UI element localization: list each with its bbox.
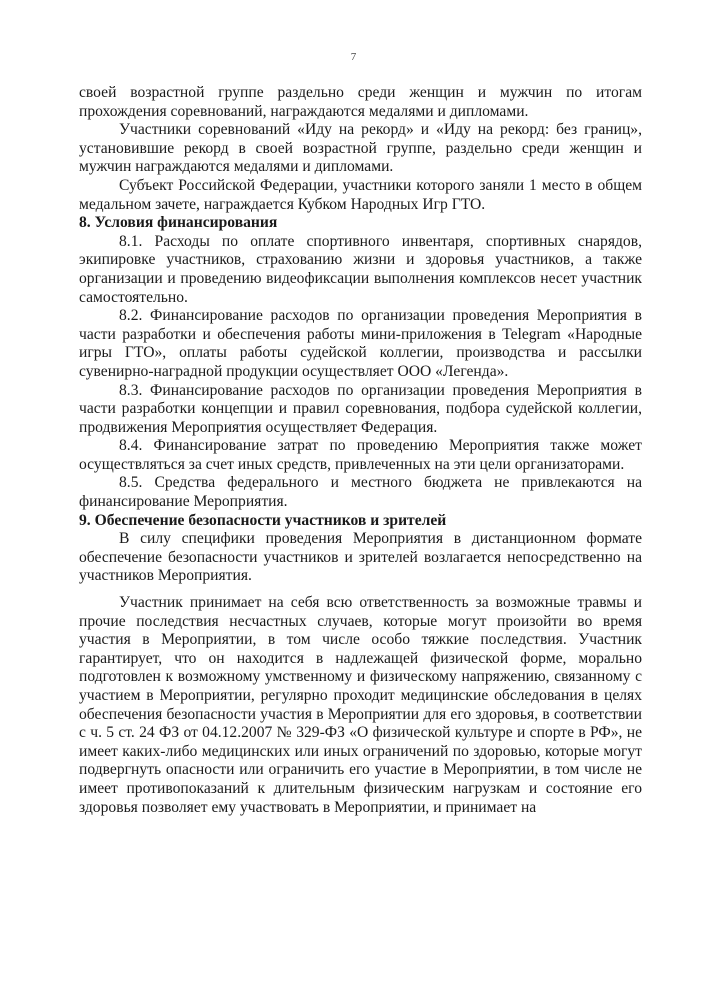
intro-paragraph-3: Субъект Российской Федерации, участники которого заняли 1 место в общем медальном зачете, награждается Кубком Народных Игр ГТО. [79,176,642,213]
section-8-clause-1: 8.1. Расходы по оплате спортивного инвентаря, спортивных снарядов, экипировке участников, страхованию жизни и здоровья участников, а также организации и проведению видеофиксации выполнения комплексов несет участник самостоятельно. [79,232,642,306]
section-9-heading: 9. Обеспечение безопасности участников и зрителей [79,511,447,529]
section-9-paragraph-1: В силу специфики проведения Мероприятия в дистанционном формате обеспечение безопасности участников и зрителей возлагается непосредственно на участников Мероприятия. [79,530,642,585]
intro-paragraph-2: Участники соревнований «Иду на рекорд» и «Иду на рекорд: без границ», установившие рекорд в своей возрастной группе, раздельно среди женщин и мужчин награждаются медалями и дипломами. [79,121,642,176]
document-body [79,84,642,817]
section-8-clause-5: 8.5. Средства федерального и местного бюджета не привлекаются на финансирование Мероприятия. [79,474,642,511]
page-number: 7 [350,51,357,63]
section-8-clause-4: 8.4. Финансирование затрат по проведению Мероприятия также может осуществляться за счет иных средств, привлеченных на эти цели организаторами. [79,437,642,473]
section-8-clause-2: 8.2. Финансирование расходов по организации проведения Мероприятия в части разработки и обеспечения работы мини-приложения в Telegram «Народные игры ГТО», оплаты работы судейской коллегии, производства и рассылки сувенирно-наградной продукции осуществляет ООО «Легенда». [79,307,642,380]
intro-paragraph-1: своей возрастной группе раздельно среди женщин и мужчин по итогам прохождения соревнований, награждаются медалями и дипломами. [79,84,642,120]
section-8-clause-3: 8.3. Финансирование расходов по организации проведения Мероприятия в части разработки концепции и правил соревнования, подбора судейской коллегии, продвижения Мероприятия осуществляет Федерация. [79,381,642,436]
section-9-paragraph-2: Участник принимает на себя всю ответственность за возможные травмы и прочие последствия несчастных случаев, которые могут произойти во время участия в Мероприятии, в том числе особо тяжкие последствия. Участник гарантирует, что он находится в надлежащей физической форме, морально подготовлен к возможному умственному и физическому напряжению, связанному с участием в Мероприятии, регулярно проходит медицинские обследования в целях обеспечения безопасности участия в Мероприятии для его здоровья, в соответствии с ч. 5 ст. 24 ФЗ от 04.12.2007 № 329-ФЗ «О физической культуре и спорте в РФ», не имеет каких-либо медицинских или иных ограничений по здоровью, которые могут подвергнуть опасности или ограничить его участие в Мероприятии, в том числе не имеет противопоказаний к длительным физическим нагрузкам и состояние его здоровья позволяет ему участвовать в Мероприятии, и принимает на [79,594,642,816]
section-8-heading: 8. Условия финансирования [79,214,278,232]
